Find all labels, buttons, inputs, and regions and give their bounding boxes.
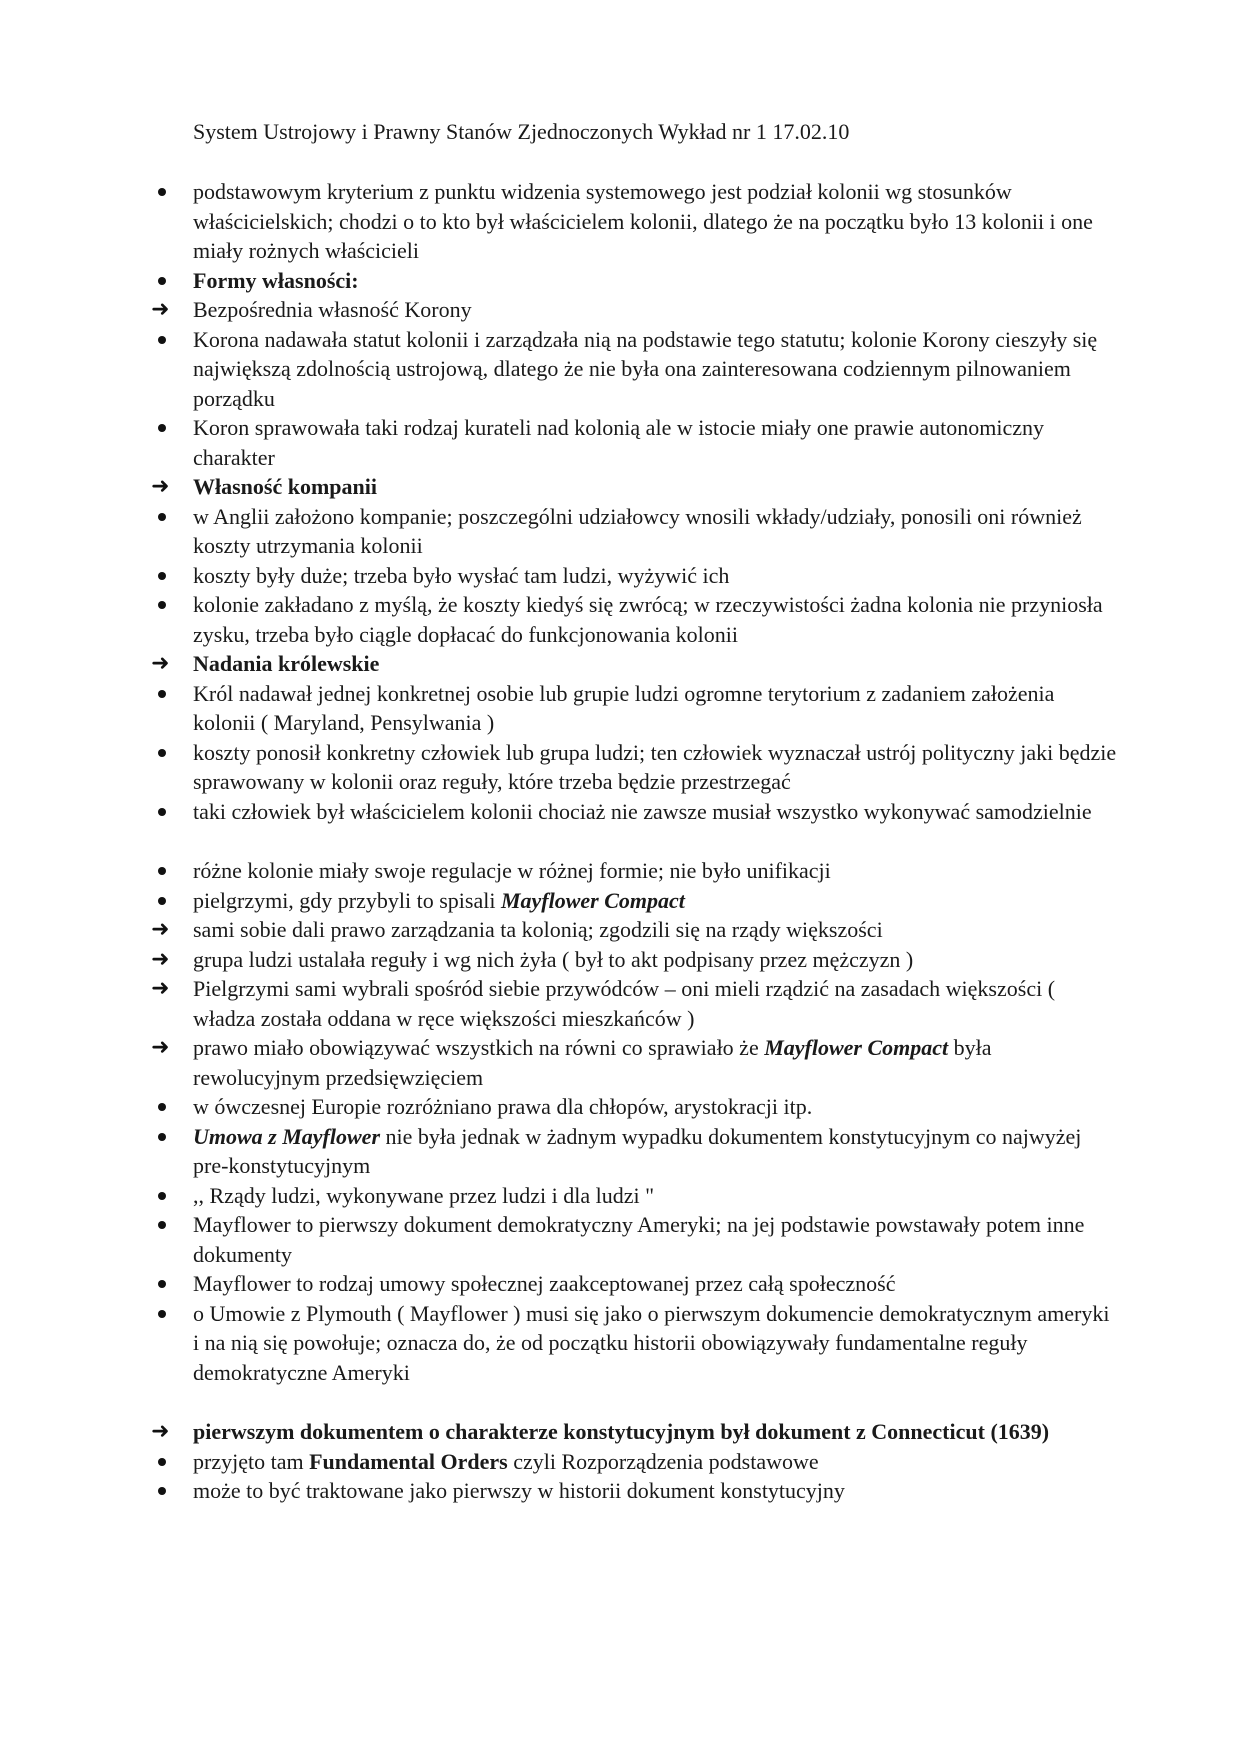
bullet-icon bbox=[150, 413, 178, 443]
list-item bbox=[150, 679, 1120, 738]
arrow-right-icon bbox=[150, 649, 178, 679]
bullet-icon bbox=[150, 561, 178, 591]
item-text: Koron sprawowała taki rodzaj kurateli nad kolonią ale w istocie miały one prawie autonomiczny charakter bbox=[193, 415, 1044, 470]
list-item bbox=[150, 974, 1120, 1033]
paragraph-gap bbox=[150, 826, 1120, 856]
list-item bbox=[150, 177, 1120, 266]
list-item bbox=[150, 738, 1120, 797]
arrow-right-icon bbox=[150, 1033, 178, 1063]
item-text: podstawowym kryterium z punktu widzenia systemowego jest podział kolonii wg stosunków właścicielskich; chodzi o to kto był właścicielem kolonii, dlatego że na początku było 13 kolonii i one miały rożnych właścicieli bbox=[193, 179, 1093, 263]
list-item bbox=[150, 590, 1120, 649]
emphasis-text: Fundamental Orders bbox=[309, 1448, 508, 1474]
list-item bbox=[150, 1092, 1120, 1122]
list-item bbox=[150, 502, 1120, 561]
section-heading: Formy własności: bbox=[193, 267, 359, 293]
item-text: w ówczesnej Europie rozróżniano prawa dla chłopów, arystokracji itp. bbox=[193, 1094, 813, 1119]
arrow-right-icon bbox=[150, 472, 178, 502]
section-heading: Nadania królewskie bbox=[193, 651, 380, 676]
arrow-right-icon bbox=[150, 915, 178, 945]
item-text: różne kolonie miały swoje regulacje w różnej formie; nie było unifikacji bbox=[193, 858, 831, 883]
list-item bbox=[150, 1417, 1120, 1447]
item-text: grupa ludzi ustalała reguły i wg nich żyła ( był to akt podpisany przez mężczyzn ) bbox=[193, 946, 914, 972]
list-item bbox=[150, 915, 1120, 945]
bullet-icon bbox=[150, 1210, 178, 1240]
emphasis-text: Umowa z Mayflower bbox=[193, 1123, 380, 1149]
list-item bbox=[150, 561, 1120, 591]
bullet-icon bbox=[150, 177, 178, 207]
bullet-icon bbox=[150, 1476, 178, 1506]
section-heading: Własność kompanii bbox=[193, 474, 377, 499]
bullet-icon bbox=[150, 1092, 178, 1122]
item-text: o Umowie z Plymouth ( Mayflower ) musi się jako o pierwszym dokumencie demokratycznym ameryki i na nią się powołuje; oznacza do, że od początku historii obowiązywały fundamentalne reguły demokratyczne Ameryki bbox=[193, 1300, 1110, 1385]
list-item bbox=[150, 295, 1120, 325]
list-item bbox=[150, 1476, 1120, 1506]
bullet-icon bbox=[150, 590, 178, 620]
section-heading: pierwszym dokumentem o charakterze konstytucyjnym był dokument z Connecticut (1639) bbox=[193, 1419, 1050, 1444]
item-text: Król nadawał jednej konkretnej osobie lub grupie ludzi ogromne terytorium z zadaniem założenia kolonii ( Maryland, Pensylwania ) bbox=[193, 680, 1055, 735]
list-item bbox=[150, 472, 1120, 502]
list-item bbox=[150, 325, 1120, 414]
arrow-right-icon bbox=[150, 295, 178, 325]
list-item bbox=[150, 1033, 1120, 1092]
bullet-icon bbox=[150, 679, 178, 709]
bullet-icon bbox=[150, 886, 178, 916]
item-text: prawo miało obowiązywać wszystkich na równi co sprawiało że bbox=[193, 1035, 765, 1060]
item-text: była rewolucyjnym przedsięwzięciem bbox=[193, 1035, 992, 1090]
list-item bbox=[150, 1447, 1120, 1477]
item-text: nie była jednak w żadnym wypadku dokumentem konstytucyjnym co najwyżej pre-konstytucyjnym bbox=[193, 1123, 1082, 1178]
list-item bbox=[150, 266, 1120, 296]
item-text: Mayflower to rodzaj umowy społecznej zaakceptowanej przez całą społeczność bbox=[193, 1271, 896, 1296]
item-text: sami sobie dali prawo zarządzania ta kolonią; zgodzili się na rządy większości bbox=[193, 917, 883, 942]
item-text: może to być traktowane jako pierwszy w historii dokument konstytucyjny bbox=[193, 1478, 845, 1503]
list-item bbox=[150, 945, 1120, 975]
list-item bbox=[150, 413, 1120, 472]
list-item bbox=[150, 856, 1120, 886]
bullet-icon bbox=[150, 1299, 178, 1329]
item-text: Pielgrzymi sami wybrali spośród siebie przywódców – oni mieli rządzić na zasadach większości ( władza została oddana w ręce większości mieszkańców ) bbox=[193, 976, 1056, 1031]
item-text: koszty ponosił konkretny człowiek lub grupa ludzi; ten człowiek wyznaczał ustrój polityczny jaki będzie sprawowany w kolonii oraz reguły, które trzeba będzie przestrzegać bbox=[193, 739, 1117, 794]
item-text: kolonie zakładano z myślą, że koszty kiedyś się zwrócą; w rzeczywistości żadna kolonia nie przyniosła zysku, trzeba było ciągle dopłacać do funkcjonowania kolonii bbox=[193, 592, 1103, 647]
item-text: taki człowiek był właścicielem kolonii chociaż nie zawsze musiał wszystko wykonywać samodzielnie bbox=[193, 798, 1092, 824]
arrow-right-icon bbox=[150, 1417, 178, 1447]
paragraph-gap bbox=[150, 1387, 1120, 1417]
item-text: ,, Rządy ludzi, wykonywane przez ludzi i dla ludzi " bbox=[193, 1182, 655, 1208]
emphasis-text: Mayflower Compact bbox=[764, 1035, 949, 1060]
bullet-icon bbox=[150, 266, 178, 296]
item-text: pielgrzymi, gdy przybyli to spisali bbox=[193, 887, 501, 913]
list-item bbox=[150, 797, 1120, 827]
bullet-icon bbox=[150, 1122, 178, 1152]
list-item bbox=[150, 886, 1120, 916]
list-item bbox=[150, 1122, 1120, 1181]
item-text: Bezpośrednia własność Korony bbox=[193, 297, 472, 322]
bullet-icon bbox=[150, 856, 178, 886]
arrow-right-icon bbox=[150, 974, 178, 1004]
list-item bbox=[150, 1181, 1120, 1211]
item-text: Korona nadawała statut kolonii i zarządzała nią na podstawie tego statutu; kolonie Korony cieszyły się największą zdolnością ustrojową, dlatego że nie była ona zainteresowana codziennym pilnowaniem porządku bbox=[193, 326, 1098, 411]
item-text: Mayflower to pierwszy dokument demokratyczny Ameryki; na jej podstawie powstawały potem inne dokumenty bbox=[193, 1212, 1085, 1267]
list-item bbox=[150, 1269, 1120, 1299]
bullet-icon bbox=[150, 738, 178, 768]
bullet-icon bbox=[150, 1181, 178, 1211]
item-text: przyjęto tam bbox=[193, 1448, 310, 1474]
item-text: koszty były duże; trzeba było wysłać tam ludzi, wyżywić ich bbox=[193, 562, 730, 588]
bullet-icon bbox=[150, 1447, 178, 1477]
notes-list bbox=[150, 177, 1120, 1506]
bullet-icon bbox=[150, 502, 178, 532]
list-item bbox=[150, 1299, 1120, 1388]
bullet-icon bbox=[150, 1269, 178, 1299]
document-title: System Ustrojowy i Prawny Stanów Zjednoczonych Wykład nr 1 17.02.10 bbox=[193, 119, 850, 144]
emphasis-text: Mayflower Compact bbox=[500, 887, 685, 913]
bullet-icon bbox=[150, 325, 178, 355]
bullet-icon bbox=[150, 797, 178, 827]
item-text: czyli Rozporządzenia podstawowe bbox=[507, 1448, 819, 1474]
list-item bbox=[150, 649, 1120, 679]
list-item bbox=[150, 1210, 1120, 1269]
arrow-right-icon bbox=[150, 945, 178, 975]
item-text: w Anglii założono kompanie; poszczególni udziałowcy wnosili wkłady/udziały, ponosili oni również koszty utrzymania kolonii bbox=[193, 503, 1082, 558]
